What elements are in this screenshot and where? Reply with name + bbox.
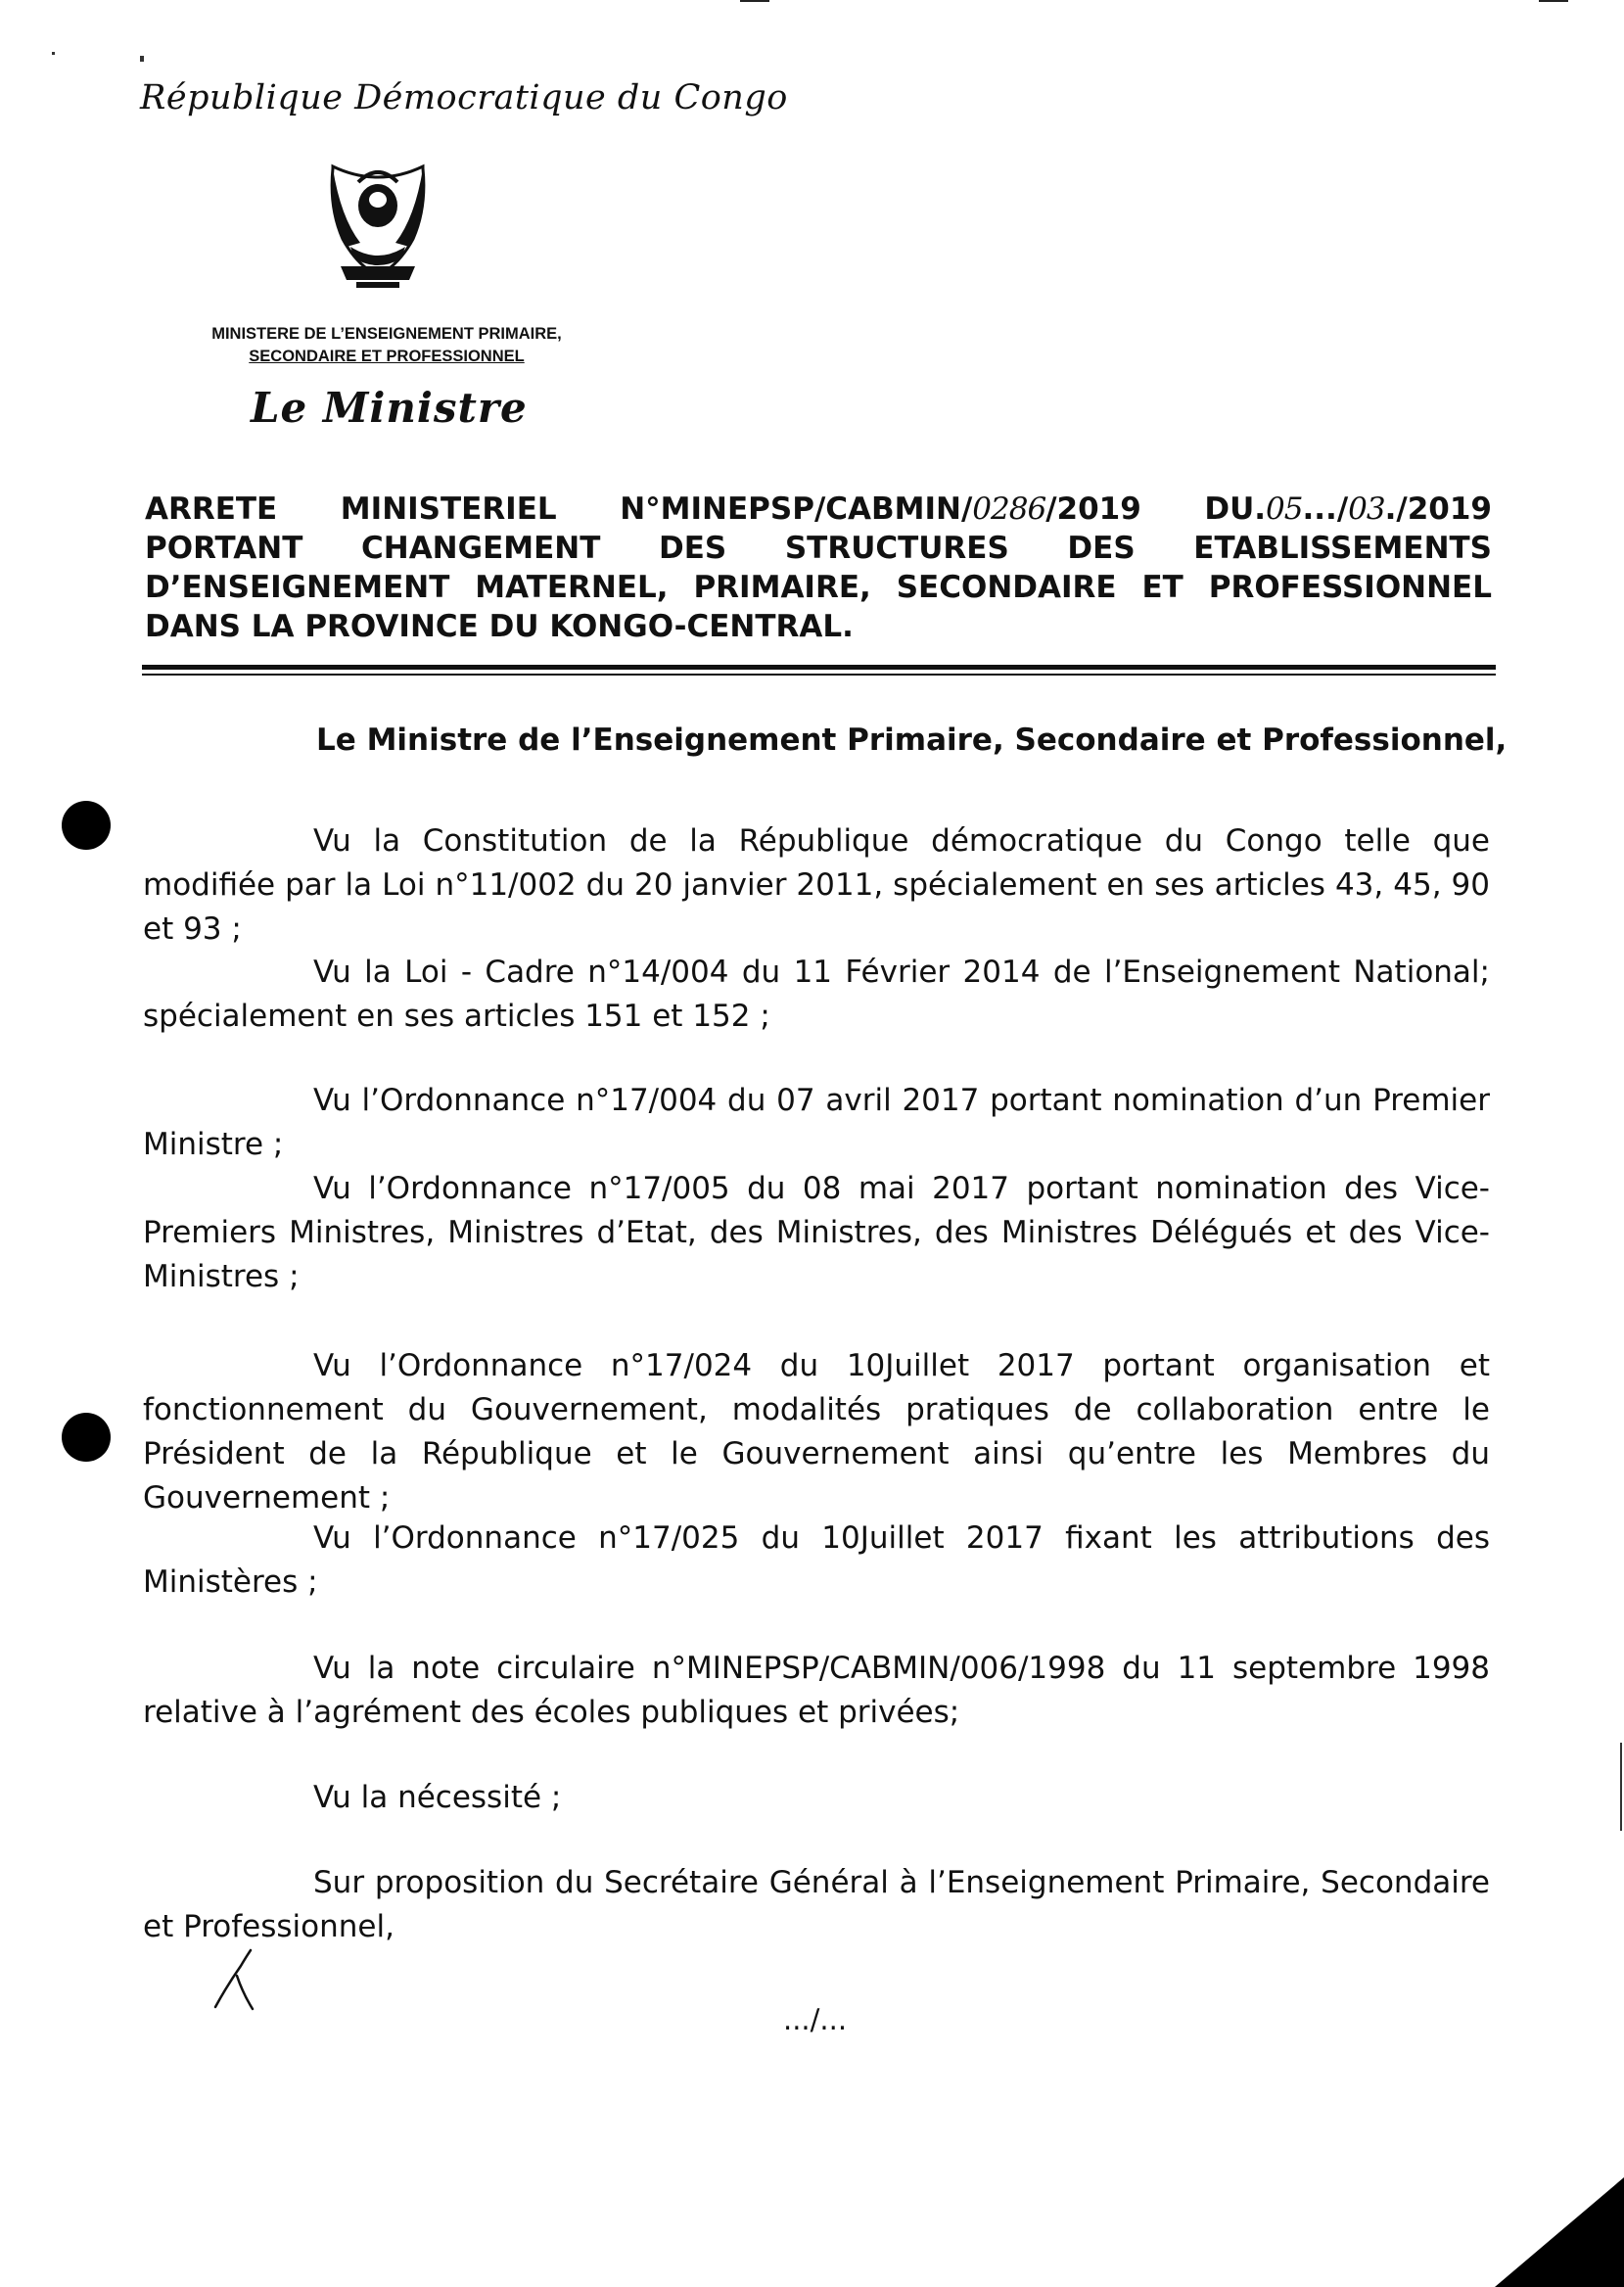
handwritten-number: 0286 (972, 491, 1046, 527)
paragraph-necessite: Vu la nécessité ; (313, 1780, 562, 1815)
handwritten-month: 03 (1348, 491, 1385, 527)
decree-title (145, 490, 1492, 646)
paragraph-loi-cadre: Vu la Loi - Cadre n°14/004 du 11 Février 2014 de l’Enseignement National; spécialement en ses articles 151 et 152 ; (143, 955, 1490, 1034)
paragraph-proposition: Sur proposition du Secrétaire Général à l’Enseignement Primaire, Secondaire et Professionnel, (143, 1865, 1490, 1944)
paragraph-ordonnance-17-024: Vu l’Ordonnance n°17/024 du 10Juillet 2017 portant organisation et fonctionnement du Gouvernement, modalités pratiques de collaboration entre le Président de la République et le Gouvernement ainsi qu’entre les Membres du Gouvernement ; (143, 1348, 1490, 1516)
title-line-3: D’ENSEIGNEMENT MATERNEL, PRIMAIRE, SECONDAIRE ET PROFESSIONNEL (145, 570, 1492, 605)
handwritten-day: 05 (1266, 491, 1303, 527)
title-rule-thick (142, 665, 1496, 670)
coat-of-arms-emblem (311, 149, 444, 296)
scan-speck (52, 52, 55, 55)
scan-corner-shadow (1495, 2177, 1624, 2287)
republic-name: République Démocratique du Congo (140, 78, 788, 117)
paragraph-ordonnance-17-004: Vu l’Ordonnance n°17/004 du 07 avril 2017 portant nomination d’un Premier Ministre ; (143, 1083, 1490, 1162)
punch-hole (62, 801, 111, 850)
punch-hole (62, 1413, 111, 1462)
ministry-line-2: SECONDAIRE ET PROFESSIONNEL (249, 348, 525, 365)
title-rule-thin (142, 674, 1496, 676)
handwritten-initials (208, 1946, 266, 2015)
title-line-4: DANS LA PROVINCE DU KONGO-CENTRAL. (145, 609, 854, 644)
page-continuation: .../... (783, 2003, 848, 2036)
ministre-heading: Le Ministre de l’Enseignement Primaire, Secondaire et Professionnel, (316, 723, 1508, 758)
paragraph-note-circulaire: Vu la note circulaire n°MINEPSP/CABMIN/006/1998 du 11 septembre 1998 relative à l’agrément des écoles publiques et privées; (143, 1651, 1490, 1730)
ministry-line-1: MINISTERE DE L’ENSEIGNEMENT PRIMAIRE, (211, 325, 562, 343)
scan-mark (740, 0, 769, 2)
paragraph-ordonnance-17-025: Vu l’Ordonnance n°17/025 du 10Juillet 2017 fixant les attributions des Ministères ; (143, 1520, 1490, 1600)
title-line-1: ARRETE MINISTERIEL N°MINEPSP/CABMIN/0286/2019 DU.05.../03./2019 (145, 491, 1492, 527)
signatory-title: Le Ministre (251, 384, 528, 432)
scan-mark (1539, 0, 1568, 2)
title-line-2: PORTANT CHANGEMENT DES STRUCTURES DES ETABLISSEMENTS (145, 531, 1492, 566)
paragraph-constitution: Vu la Constitution de la République démocratique du Congo telle que modifiée par la Loi n°11/002 du 20 janvier 2011, spécialement en ses articles 43, 45, 90 et 93 ; (143, 823, 1490, 947)
scan-speck (140, 56, 144, 62)
paragraph-ordonnance-17-005: Vu l’Ordonnance n°17/005 du 08 mai 2017 portant nomination des Vice-Premiers Ministres, Ministres d’Etat, des Ministres, des Ministres Délégués et des Vice-Ministres ; (143, 1171, 1490, 1294)
ministry-name (176, 323, 597, 368)
scan-speck (1620, 1743, 1622, 1831)
